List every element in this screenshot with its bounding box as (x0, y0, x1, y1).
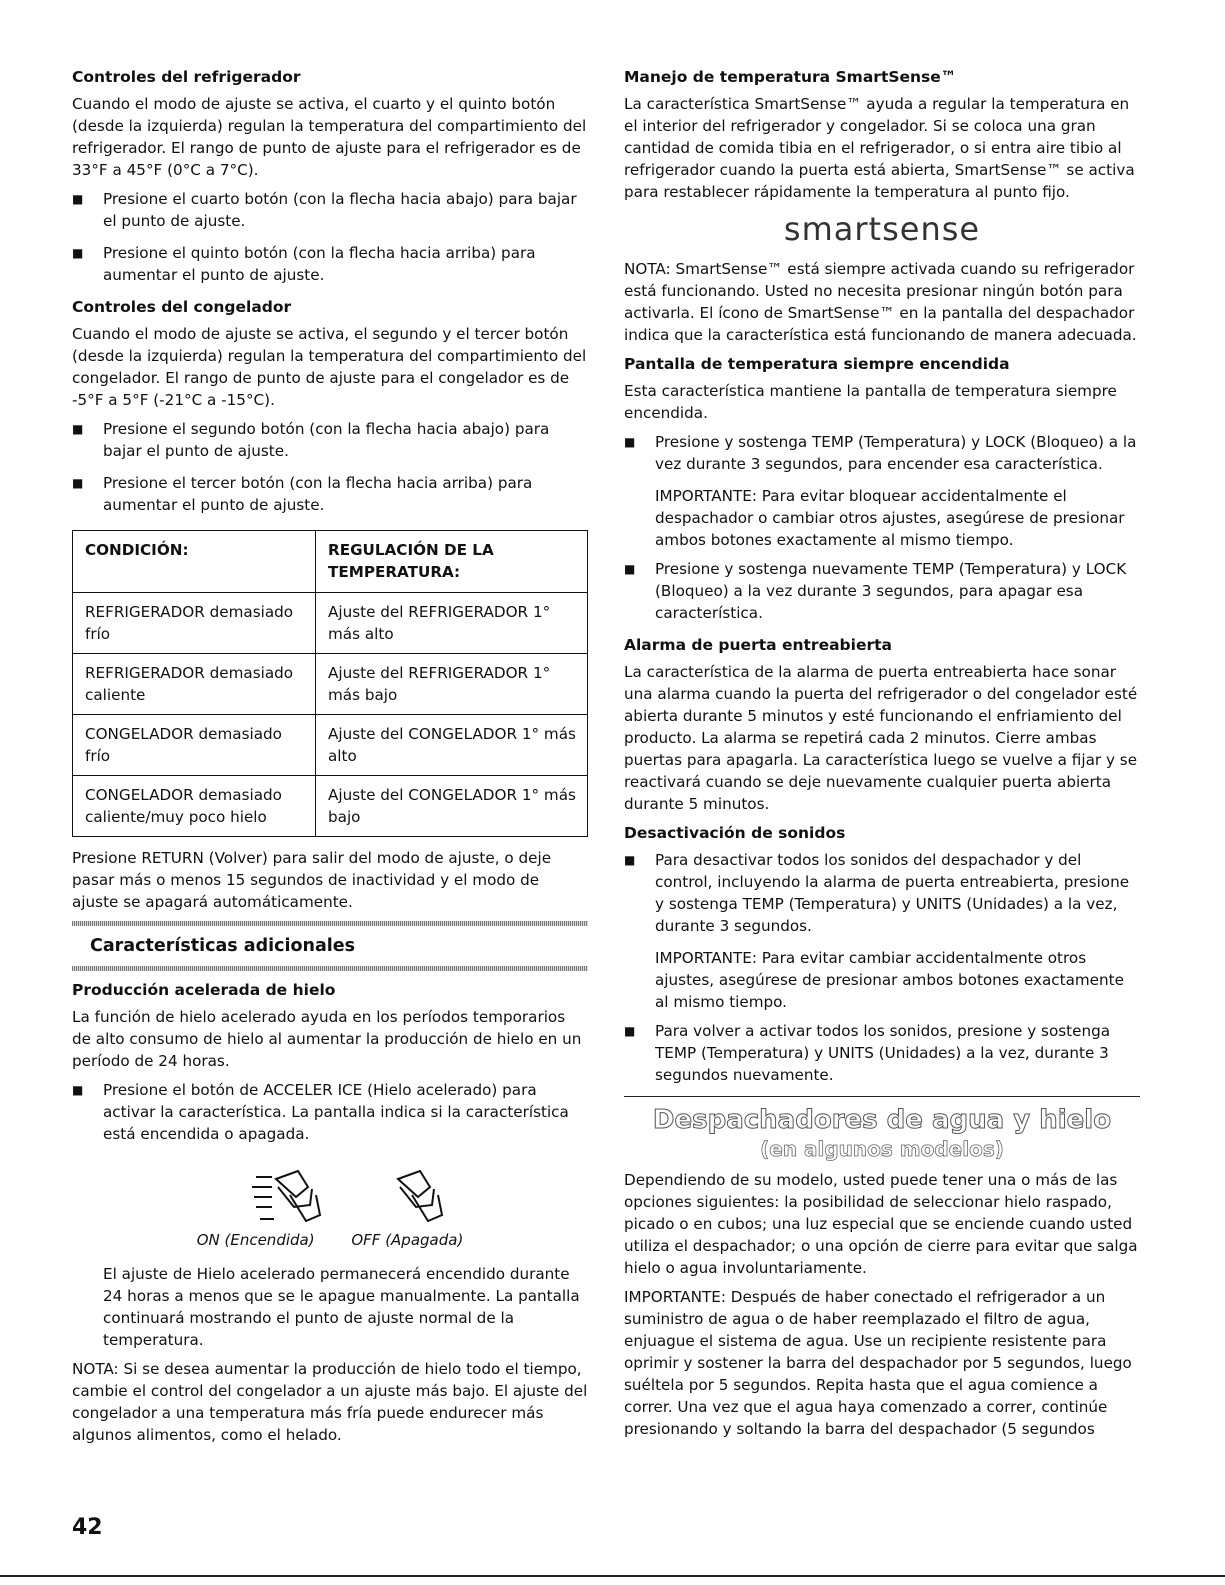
ice-icons (72, 1165, 588, 1227)
accelerated-ice-heading: Producción acelerada de hielo (72, 981, 336, 999)
fridge-controls-paragraph: Cuando el modo de ajuste se activa, el cuarto y el quinto botón (desde la izquierda) regulan la temperatura del compartimiento del refrigerador. El rango de punto de ajuste para el refrigerador es de 33°F a 45°F (0°C a 7°C). (72, 95, 587, 179)
accelerated-ice-off-icon (390, 1165, 450, 1227)
section-band-bottom (72, 966, 588, 971)
section-band-top (72, 921, 588, 926)
display-bullets-2 (624, 558, 1140, 624)
smartsense-heading: Manejo de temperatura SmartSense™ (624, 68, 957, 86)
accelerated-ice-bullets (72, 1079, 588, 1145)
accelerated-ice-bullet: ■ Presione el botón de ACCELER ICE (Hielo acelerado) para activar la característica. La pantalla indica si la característica está encendida o apagada. (72, 1079, 588, 1145)
right-column (624, 66, 1140, 1447)
condition-cell: REFRIGERADOR demasiado caliente (73, 654, 316, 715)
fridge-bullet-1: ■ Presione el cuarto botón (con la flecha hacia abajo) para bajar el punto de ajuste. (72, 188, 588, 232)
off-caption: OFF (Apagada) (351, 1231, 464, 1249)
regulation-cell: Ajuste del CONGELADOR 1° más bajo (316, 776, 588, 837)
display-paragraph: Esta característica mantiene la pantalla de temperatura siempre encendida. (624, 382, 1117, 422)
regulation-header: REGULACIÓN DE LA TEMPERATURA: (316, 531, 588, 593)
condition-cell: CONGELADOR demasiado frío (73, 715, 316, 776)
freezer-bullet-2: ■ Presione el tercer botón (con la flecha hacia arriba) para aumentar el punto de ajuste. (72, 472, 588, 516)
fridge-bullet-2: ■ Presione el quinto botón (con la flecha hacia arriba) para aumentar el punto de ajuste. (72, 242, 588, 286)
on-caption: ON (Encendida) (196, 1231, 315, 1249)
smartsense-logo (624, 210, 1140, 248)
display-heading: Pantalla de temperatura siempre encendida (624, 355, 1010, 373)
freezer-bullets (72, 418, 588, 516)
condition-cell: CONGELADOR demasiado caliente/muy poco hielo (73, 776, 316, 837)
table-header-row (73, 531, 588, 593)
table-row (73, 654, 588, 715)
freezer-controls-heading: Controles del congelador (72, 298, 292, 316)
freezer-bullet-1: ■ Presione el segundo botón (con la flecha hacia abajo) para bajar el punto de ajuste. (72, 418, 588, 462)
accelerated-ice-subparagraph: El ajuste de Hielo acelerado permanecerá encendido durante 24 horas a menos que se le apague manualmente. La pantalla continuará mostrando el punto de ajuste normal de la temperatura. (103, 1265, 580, 1349)
sound-important: IMPORTANTE: Para evitar cambiar accidentalmente otros ajustes, asegúrese de presionar ambos botones exactamente al mismo tiempo. (655, 949, 1124, 1011)
regulation-cell: Ajuste del REFRIGERADOR 1° más alto (316, 593, 588, 654)
door-alarm-paragraph: La característica de la alarma de puerta entreabierta hace sonar una alarma cuando la puerta del refrigerador o del congelador esté abierta durante 5 minutos y esté funcionando el enfriamiento del producto. La alarma se repetirá cada 2 minutos. Cierre ambas puertas para apagarla. La característica luego se vuelve a fijar y se reactivará cuando se deje nuevamente cualquier puerta abierta durante 5 minutos. (624, 663, 1138, 813)
smartsense-note: NOTA: SmartSense™ está siempre activada cuando su refrigerador está funcionando. Usted no necesita presionar ningún botón para activarla. El ícono de SmartSense™ en la pantalla del despachador indica que la característica está funcionando de manera adecuada. (624, 260, 1137, 344)
freezer-controls-paragraph: Cuando el modo de ajuste se activa, el segundo y el tercer botón (desde la izquierda) regulan la temperatura del compartimiento del congelador. El rango de punto de ajuste para el congelador es de -5°F a 5°F (-21°C a -15°C). (72, 325, 587, 409)
section-divider (624, 1096, 1140, 1097)
sound-bullet-1: ■ Para desactivar todos los sonidos del despachador y del control, incluyendo la alarma de puerta entreabierta, presione y sostenga TEMP (Temperatura) y UNITS (Unidades) a la vez, durante 3 segundos. (624, 849, 1140, 937)
display-bullet-1: ■ Presione y sostenga TEMP (Temperatura) y LOCK (Bloqueo) a la vez durante 3 segundos, para encender esa característica. (624, 431, 1140, 475)
dispensers-paragraph: Dependiendo de su modelo, usted puede tener una o más de las opciones siguientes: la posibilidad de seleccionar hielo raspado, picado o en cubos; una luz especial que se enciende cuando usted utiliza el despachador; o una opción de cierre para evitar que salga hielo o agua involuntariamente. (624, 1171, 1138, 1277)
sound-off-heading: Desactivación de sonidos (624, 824, 846, 842)
sound-bullet-2: ■ Para volver a activar todos los sonidos, presione y sostenga TEMP (Temperatura) y UNITS (Unidades) a la vez, durante 3 segundos nuevamente. (624, 1020, 1140, 1086)
table-row (73, 715, 588, 776)
condition-header: CONDICIÓN: (73, 531, 316, 593)
return-paragraph: Presione RETURN (Volver) para salir del modo de ajuste, o deje pasar más o menos 15 segundos de inactividad y el modo de ajuste se apagará automáticamente. (72, 849, 552, 911)
display-bullet-2: ■ Presione y sostenga nuevamente TEMP (Temperatura) y LOCK (Bloqueo) a la vez durante 3 segundos, para apagar esa característica. (624, 558, 1140, 624)
smartsense-logo-text: smartsense (783, 210, 981, 248)
dispensers-subtitle: (en algunos modelos) (760, 1137, 1004, 1161)
display-bullets (624, 431, 1140, 475)
page-bottom-line (0, 1575, 1225, 1577)
table-row (73, 776, 588, 837)
fridge-controls-heading: Controles del refrigerador (72, 68, 301, 86)
dispensers-title: Despachadores de agua y hielo (652, 1105, 1112, 1135)
smartsense-paragraph: La característica SmartSense™ ayuda a regular la temperatura en el interior del refrigerador y congelador. Si se coloca una gran cantidad de comida tibia en el refrigerador, o si entra aire tibio al refrigerador cuando la puerta está abierta, SmartSense™ se activa para restablecer rápidamente la temperatura al punto fijo. (624, 95, 1135, 201)
regulation-cell: Ajuste del REFRIGERADOR 1° más bajo (316, 654, 588, 715)
page-number: 42 (72, 1515, 103, 1540)
table-row (73, 593, 588, 654)
accelerated-ice-on-icon (250, 1165, 330, 1227)
fridge-bullets (72, 188, 588, 286)
left-column (72, 66, 588, 1453)
dispensers-important: IMPORTANTE: Después de haber conectado el refrigerador a un suministro de agua o de haber reemplazado el filtro de agua, enjuague el sistema de agua. Use un recipiente resistente para oprimir y sostener la barra del despachador por 5 segundos, luego suéltela por 5 segundos. Repita hasta que el agua comience a correr. Una vez que el agua haya comenzado a correr, continúe presionando y soltando la barra del despachador (5 segundos (624, 1288, 1132, 1438)
display-important: IMPORTANTE: Para evitar bloquear accidentalmente el despachador o cambiar otros ajustes, asegúrese de presionar ambos botones exactamente al mismo tiempo. (655, 487, 1125, 549)
sound-bullets-2 (624, 1020, 1140, 1086)
temperature-adjustment-table (72, 530, 588, 837)
icon-captions (72, 1231, 588, 1249)
regulation-cell: Ajuste del CONGELADOR 1° más alto (316, 715, 588, 776)
accelerated-ice-paragraph: La función de hielo acelerado ayuda en los períodos temporarios de alto consumo de hielo al aumentar la producción de hielo en un período de 24 horas. (72, 1008, 582, 1070)
section-title: Características adicionales (90, 936, 356, 956)
sound-bullets (624, 849, 1140, 937)
condition-cell: REFRIGERADOR demasiado frío (73, 593, 316, 654)
door-alarm-heading: Alarma de puerta entreabierta (624, 636, 892, 654)
accelerated-ice-note: NOTA: Si se desea aumentar la producción de hielo todo el tiempo, cambie el control del congelador a un ajuste más bajo. El ajuste del congelador a una temperatura más fría puede endurecer más algunos alimentos, como el helado. (72, 1360, 588, 1444)
